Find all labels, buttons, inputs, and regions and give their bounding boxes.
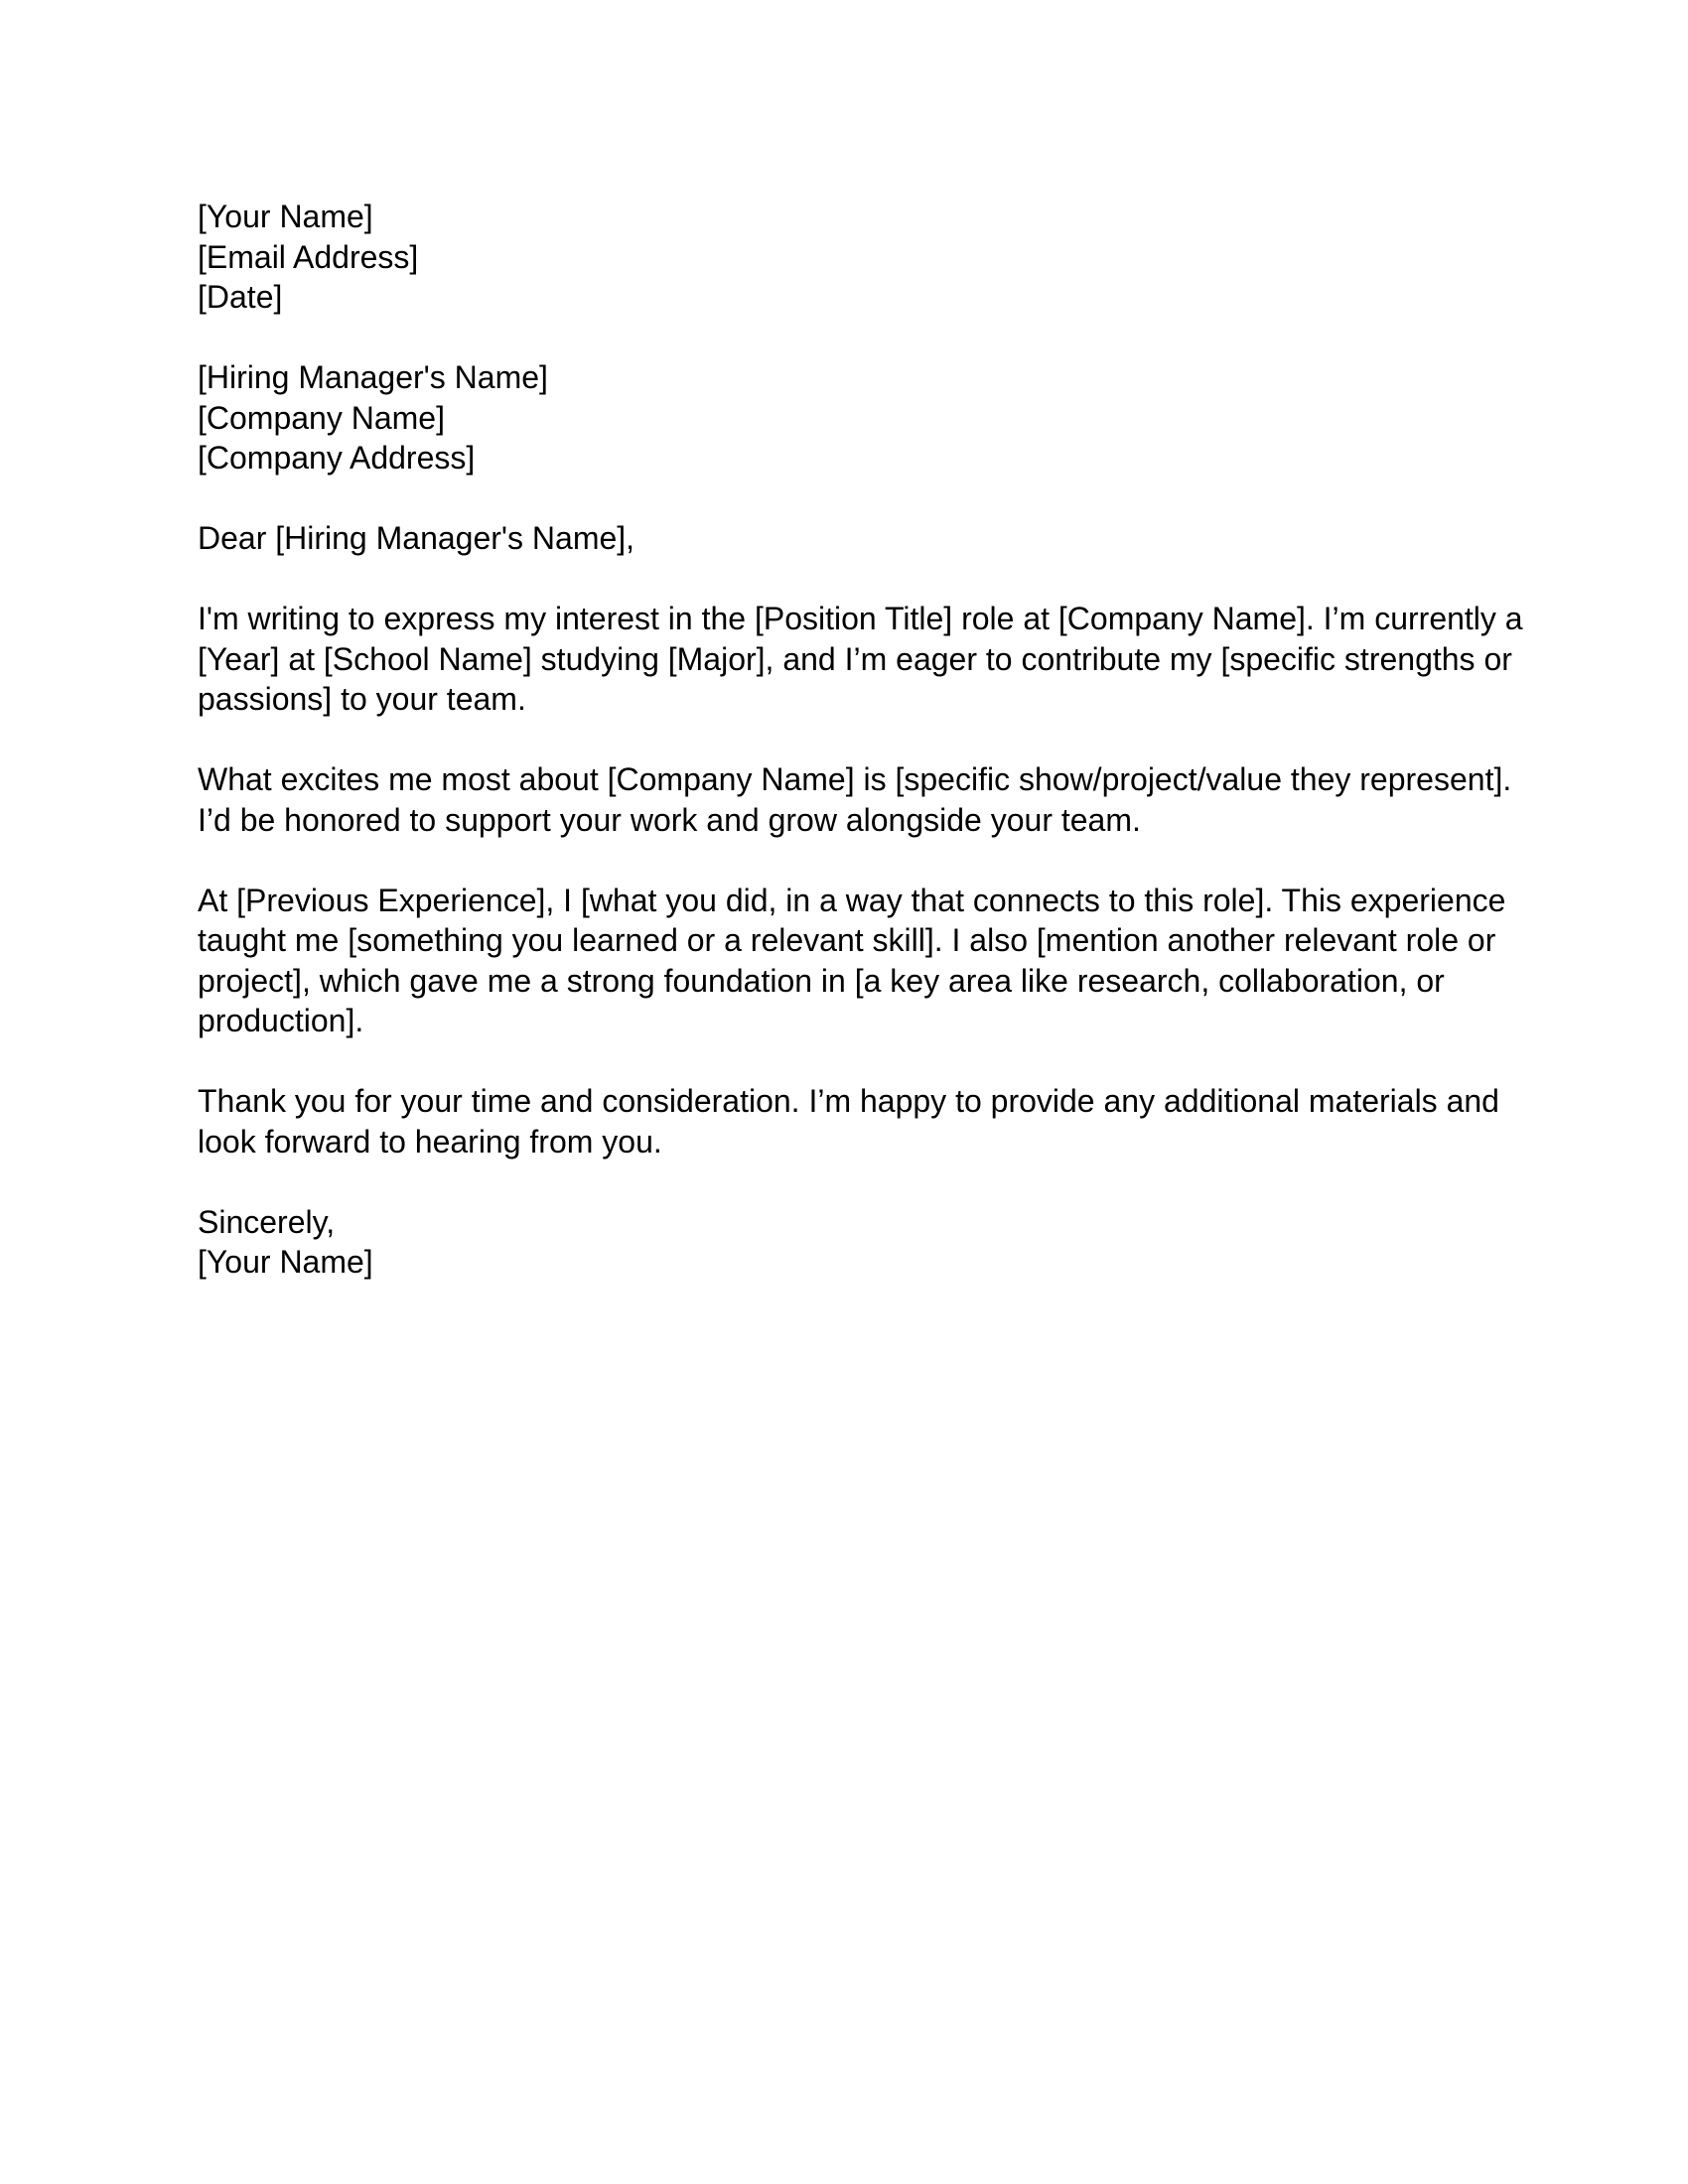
body-paragraph-motivation bbox=[198, 759, 1512, 840]
paragraph-line: [Year] at [School Name] studying [Major], and I’m eager to contribute my [specific strengths or bbox=[198, 640, 1512, 677]
paragraph-line: project], which gave me a strong foundation in [a key area like research, collaboration, or bbox=[198, 962, 1445, 999]
recipient-block bbox=[198, 357, 1488, 478]
recipient-company: [Company Name] bbox=[198, 399, 445, 436]
paragraph-line: What excites me most about [Company Name] is [specific show/project/value they represent]. bbox=[198, 761, 1512, 797]
salutation-text: Dear [Hiring Manager's Name], bbox=[198, 520, 635, 556]
recipient-manager: [Hiring Manager's Name] bbox=[198, 359, 548, 395]
paragraph-line: production]. bbox=[198, 1003, 364, 1038]
closing-text: Sincerely, bbox=[198, 1203, 336, 1240]
paragraph-line: I'm writing to express my interest in the [Position Title] role at [Company Name]. I’m currently a bbox=[198, 601, 1523, 636]
recipient-address: [Company Address] bbox=[198, 440, 476, 476]
signoff-block bbox=[198, 1202, 1488, 1283]
body-paragraph-experience bbox=[198, 881, 1506, 1041]
paragraph-line: look forward to hearing from you. bbox=[198, 1123, 662, 1160]
paragraph-line: At [Previous Experience], I [what you did, in a way that connects to this role]. This experience bbox=[198, 882, 1506, 918]
paragraph-line: I’d be honored to support your work and grow alongside your team. bbox=[198, 801, 1141, 838]
paragraph-line: taught me [something you learned or a relevant skill]. I also [mention another relevant role or bbox=[198, 922, 1496, 958]
letter-date: [Date] bbox=[198, 279, 283, 315]
paragraph-line: passions] to your team. bbox=[198, 681, 526, 717]
signature-name: [Your Name] bbox=[198, 1244, 373, 1280]
sender-name: [Your Name] bbox=[198, 199, 373, 234]
sender-block bbox=[198, 197, 1488, 318]
sender-email: [Email Address] bbox=[198, 238, 419, 275]
body-paragraph-intro bbox=[198, 599, 1523, 720]
body-paragraph-closing bbox=[198, 1081, 1499, 1161]
paragraph-line: Thank you for your time and consideration. I’m happy to provide any additional materials and bbox=[198, 1083, 1499, 1119]
salutation bbox=[198, 518, 1488, 559]
cover-letter-body bbox=[198, 197, 1523, 1322]
